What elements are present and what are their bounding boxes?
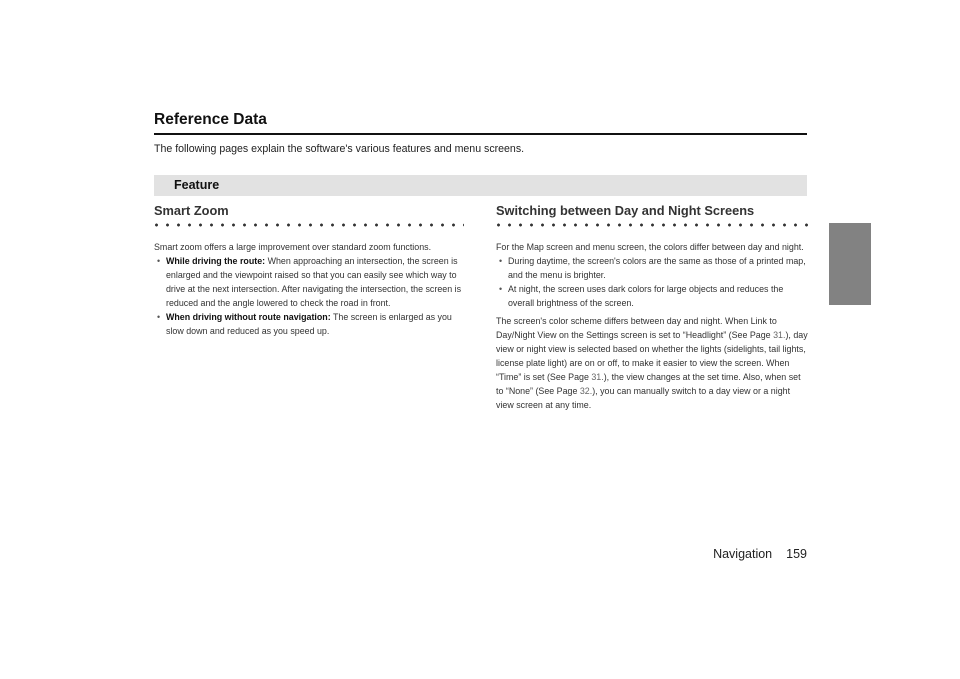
page-link-31-time[interactable]: 31. — [591, 372, 604, 382]
bullet-text: The screen is enlarged as you slow down and reduced as you speed up. — [166, 312, 452, 336]
chapter-side-tab — [829, 223, 871, 305]
bullet-icon: • — [157, 256, 161, 266]
dotted-divider — [496, 222, 808, 228]
footer-section-name: Navigation — [713, 547, 773, 561]
page-link-31[interactable]: 31. — [773, 330, 786, 340]
feature-section-band — [154, 175, 807, 196]
bullet-icon: • — [499, 284, 503, 294]
list-item — [154, 310, 464, 338]
list-item — [154, 254, 464, 310]
dotted-divider — [154, 222, 464, 228]
page-title: Reference Data — [154, 111, 267, 128]
page-link-32[interactable]: 32. — [579, 386, 593, 396]
page-intro: The following pages explain the software's various features and menu screens. — [154, 143, 525, 155]
page-number: 159 — [786, 547, 807, 561]
day-night-heading: Switching between Day and Night Screens — [496, 203, 755, 218]
day-night-intro: For the Map screen and menu screen, the colors differ between day and night. — [496, 242, 804, 252]
bullet-lead: While driving the route: — [166, 256, 266, 266]
bullet-icon: • — [157, 312, 161, 322]
feature-band-label: Feature — [174, 178, 220, 192]
list-item — [496, 282, 808, 310]
title-rule — [154, 133, 807, 135]
smart-zoom-section — [154, 202, 464, 338]
list-item — [496, 254, 808, 282]
bullet-text: When approaching an intersection, the screen is enlarged and the viewpoint raised so that you can easily see which way to drive at the next intersection. After navigating the intersection, the screen is reduced and the angle lowered to check the road in front. — [166, 256, 462, 308]
page-footer — [713, 547, 807, 561]
day-night-section — [496, 202, 808, 412]
day-night-paragraph — [496, 314, 808, 412]
paragraph-text: ), you can manually switch to a day view or a night view screen at any time. — [496, 386, 791, 410]
smart-zoom-heading: Smart Zoom — [154, 203, 229, 218]
paragraph-text: ), the view changes at the set time. Also, when set to “None” (See Page — [496, 372, 801, 396]
bullet-text: During daytime, the screen's colors are the same as those of a printed map, and the menu is brighter. — [508, 256, 806, 280]
paragraph-text: ), day view or night view is selected based on whether the lights (sidelights, tail lights, license plate light) are on or off, to make it easier to view the screen. When “Time” is set (See Page — [496, 330, 808, 382]
bullet-lead: When driving without route navigation: — [166, 312, 331, 322]
bullet-icon: • — [499, 256, 503, 266]
smart-zoom-intro: Smart zoom offers a large improvement over standard zoom functions. — [154, 242, 432, 252]
paragraph-text: The screen's color scheme differs between day and night. When Link to Day/Night View on the Settings screen is set to “Headlight” (See Page — [496, 316, 777, 340]
bullet-text: At night, the screen uses dark colors for large objects and reduces the overall brightness of the screen. — [508, 284, 784, 308]
